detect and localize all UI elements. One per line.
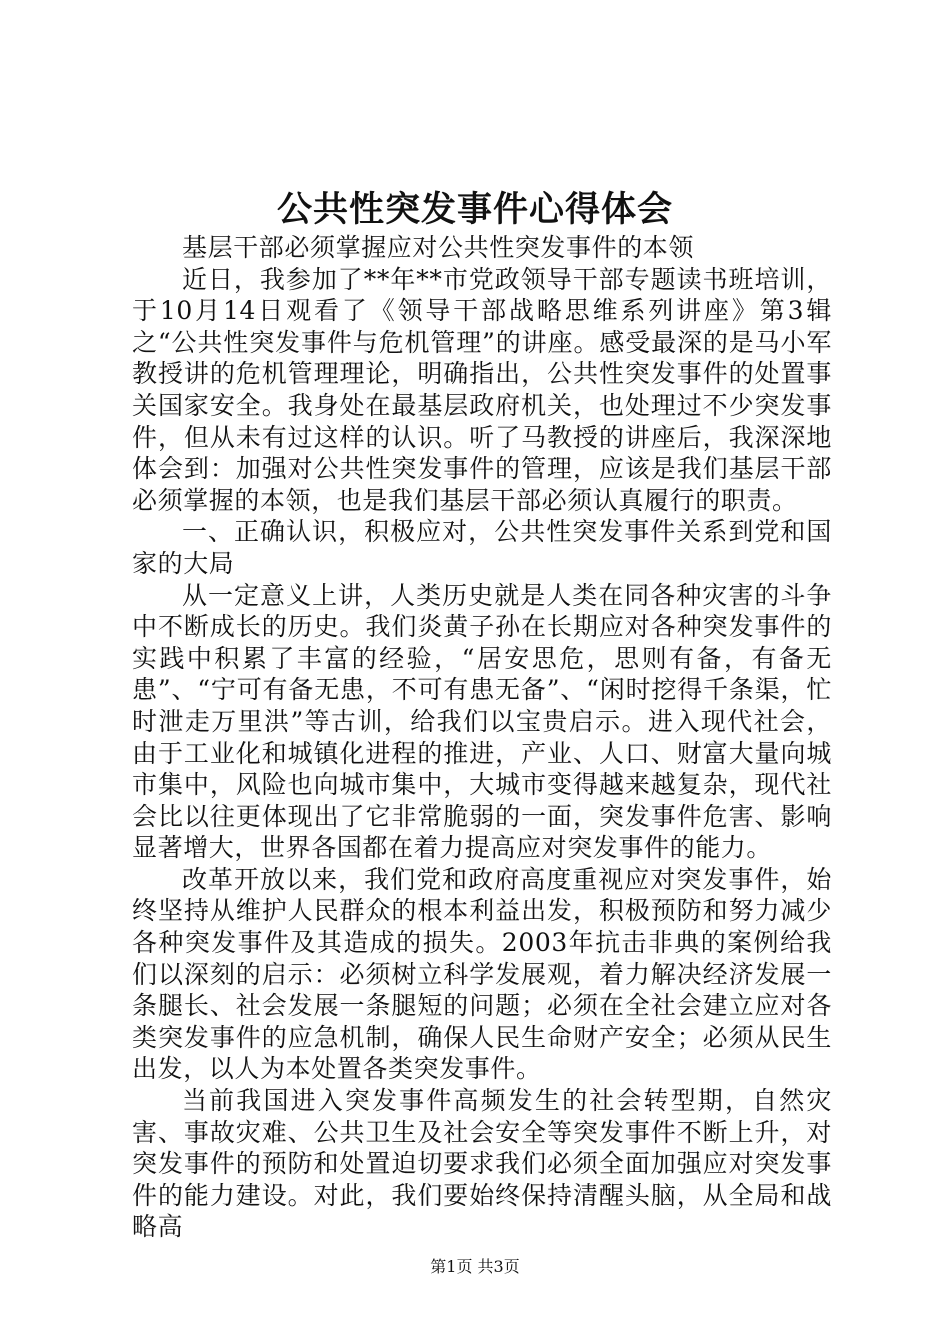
page-number-footer: 第1页 共3页	[430, 1257, 520, 1276]
body-paragraph: 从一定意义上讲，人类历史就是人类在同各种灾害的斗争中不断成长的历史。我们炎黄子孙在长期应对各种突发事件的实践中积累了丰富的经验，“居安思危，思则有备，有备无患”、“宁可有备无患，不可有患无备”、“闲时挖得千条渠，忙时泄走万里洪”等古训，给我们以宝贵启示。进入现代社会，由于工业化和城镇化进程的推进，产业、人口、财富大量向城市集中，风险也向城市集中，大城市变得越来越复杂，现代社会比以往更体现出了它非常脆弱的一面，突发事件危害、影响显著增大，世界各国都在着力提高应对突发事件的能力。	[132, 580, 832, 863]
body-paragraph: 当前我国进入突发事件高频发生的社会转型期，自然灾害、事故灾难、公共卫生及社会安全等突发事件不断上升，对突发事件的预防和处置迫切要求我们必须全面加强应对突发事件的能力建设。对此，我们要始终保持清醒头脑，从全局和战略高	[132, 1086, 832, 1242]
document-title: 公共性突发事件心得体会	[276, 189, 673, 230]
subtitle-paragraph: 基层干部必须掌握应对公共性突发事件的本领	[182, 233, 695, 262]
body-paragraph: 改革开放以来，我们党和政府高度重视应对突发事件，始终坚持从维护人民群众的根本利益出发，积极预防和努力减少各种突发事件及其造成的损失。2003年抗击非典的案例给我们以深刻的启示：必须树立科学发展观，着力解决经济发展一条腿长、社会发展一条腿短的问题；必须在全社会建立应对各类突发事件的应急机制，确保人民生命财产安全；必须从民生出发，以人为本处置各类突发事件。	[132, 864, 832, 1084]
body-paragraph: 近日，我参加了**年**市党政领导干部专题读书班培训，于10月14日观看了《领导干部战略思维系列讲座》第3辑之“公共性突发事件与危机管理”的讲座。感受最深的是马小军教授讲的危机管理理论，明确指出，公共性突发事件的处置事关国家安全。我身处在最基层政府机关，也处理过不少突发事件，但从未有过这样的认识。听了马教授的讲座后，我深深地体会到：加强对公共性突发事件的管理，应该是我们基层干部必须掌握的本领，也是我们基层干部必须认真履行的职责。	[132, 264, 832, 515]
section-heading: 一、正确认识，积极应对，公共性突发事件关系到党和国家的大局	[132, 517, 832, 578]
document-body	[132, 232, 832, 1243]
